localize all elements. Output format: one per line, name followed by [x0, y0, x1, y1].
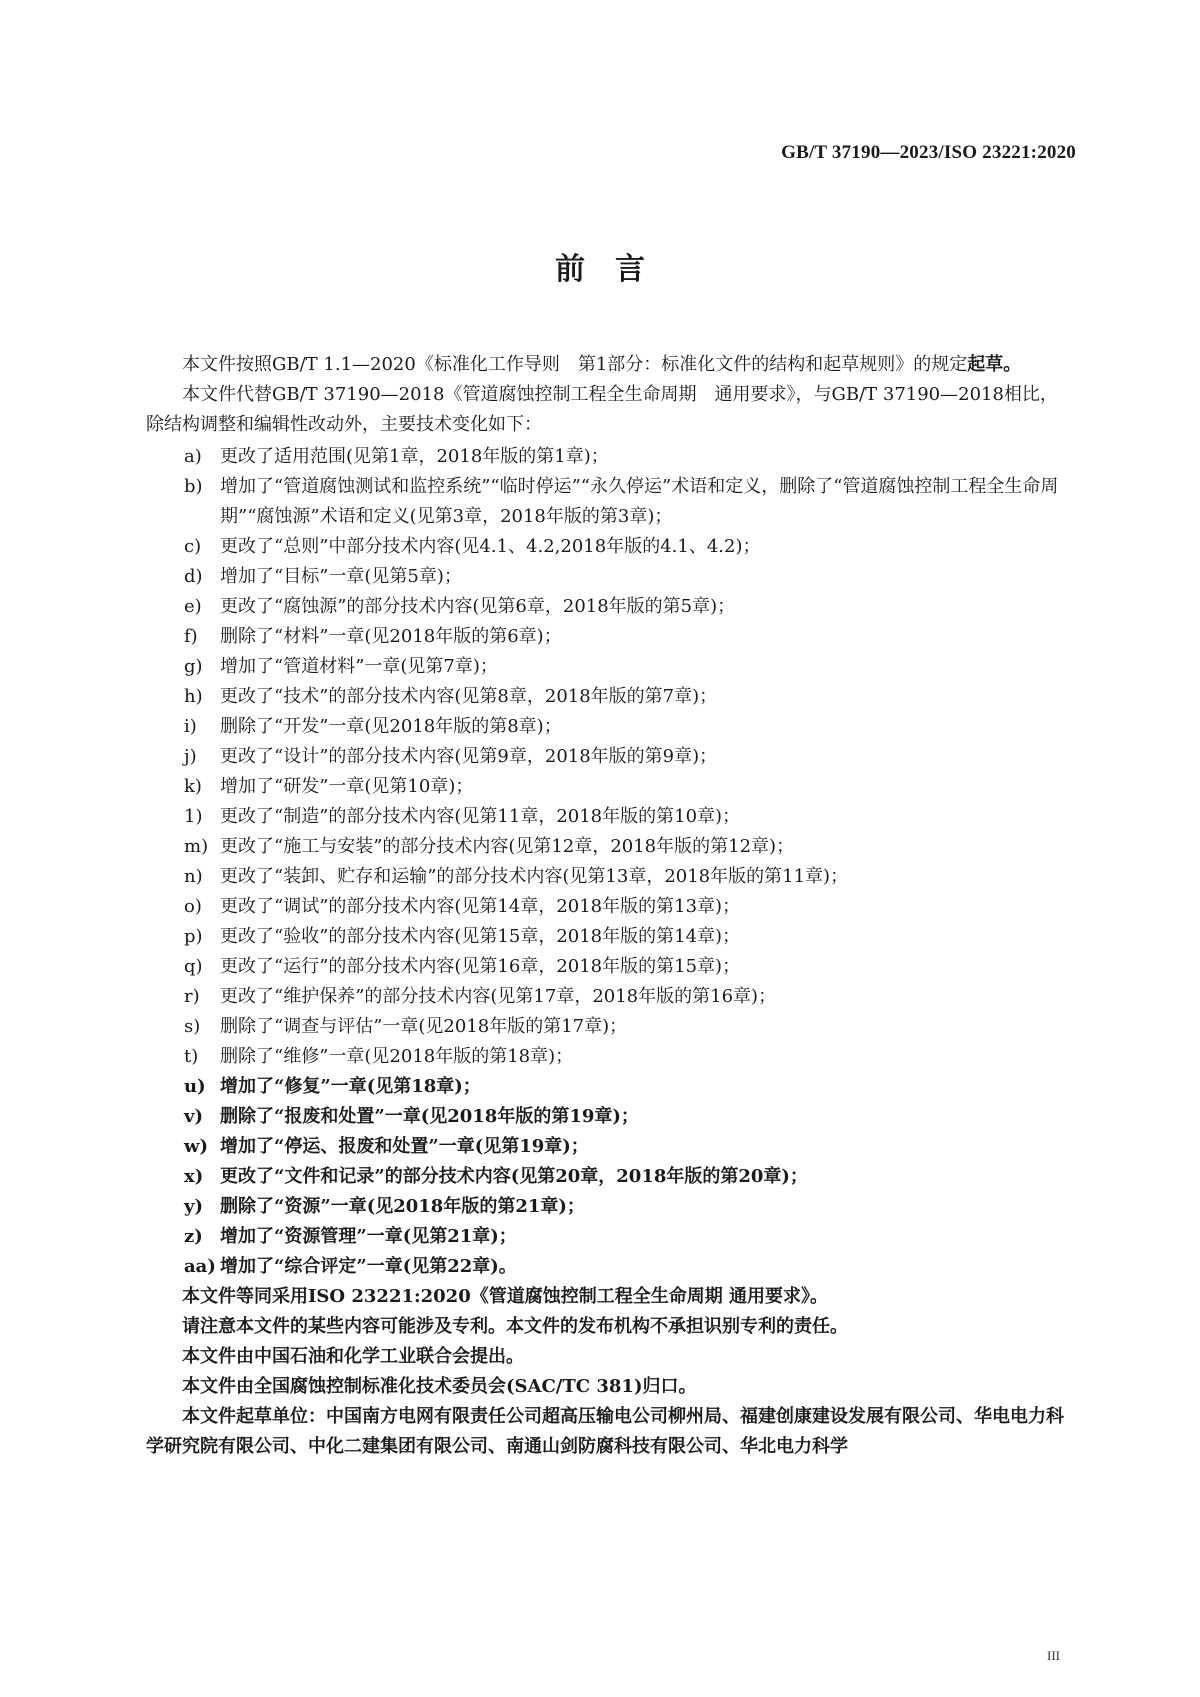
list-item — [184, 592, 1074, 622]
list-item — [184, 1162, 1074, 1192]
paragraph-patent-notice: 请注意本文件的某些内容可能涉及专利。本文件的发布机构不承担识别专利的责任。 — [182, 1316, 848, 1337]
list-item — [184, 772, 1074, 802]
list-item-text: 增加了“研发”一章(见第10章)； — [220, 776, 474, 797]
list-item-marker: aa) — [184, 1256, 216, 1277]
changes-list — [146, 442, 1074, 1282]
list-item — [184, 1042, 1074, 1072]
standard-code: GB/T 37190—2023/ISO 23221:2020 — [781, 142, 1076, 163]
list-item-text: 更改了“文件和记录”的部分技术内容(见第20章，2018年版的第20章)； — [220, 1166, 808, 1187]
list-item-text: 更改了“制造”的部分技术内容(见第11章，2018年版的第10章)； — [220, 806, 741, 827]
list-item-text: 更改了“施工与安装”的部分技术内容(见第12章，2018年版的第12章)； — [220, 836, 795, 857]
list-item-marker: u) — [184, 1076, 206, 1097]
paragraph-proposer: 本文件由中国石油和化学工业联合会提出。 — [182, 1346, 524, 1367]
list-item-text: 更改了“设计”的部分技术内容(见第9章，2018年版的第9章)； — [220, 746, 718, 767]
list-item-text: 增加了“停运、报废和处置”一章(见第19章)； — [220, 1136, 589, 1157]
list-item-text: 更改了“装卸、贮存和运输”的部分技术内容(见第13章，2018年版的第11章)； — [220, 866, 849, 887]
list-item — [184, 802, 1074, 832]
list-item — [184, 1132, 1074, 1162]
list-item — [184, 472, 1074, 532]
list-item-marker: e) — [184, 596, 202, 617]
list-item-text: 更改了“技术”的部分技术内容(见第8章，2018年版的第7章)； — [220, 686, 718, 707]
list-item — [184, 1192, 1074, 1222]
paragraph-text-end: 起草。 — [967, 354, 1022, 375]
list-item — [184, 982, 1074, 1012]
list-item-text: 删除了“报废和处置”一章(见2018年版的第19章)； — [220, 1106, 639, 1127]
list-item-text: 更改了适用范围(见第1章，2018年版的第1章)； — [220, 446, 609, 467]
list-item-text: 更改了“运行”的部分技术内容(见第16章，2018年版的第15章)； — [220, 956, 741, 977]
list-item-text: 更改了“总则”中部分技术内容(见4.1、4.2,2018年版的4.1、4.2)； — [220, 536, 761, 557]
list-item-text: 增加了“修复”一章(见第18章)； — [220, 1076, 481, 1097]
list-item-text: 增加了“目标”一章(见第5章)； — [220, 566, 462, 587]
list-item — [184, 1252, 1074, 1282]
list-item-marker: o) — [184, 896, 202, 917]
list-item-marker: g) — [184, 656, 203, 677]
list-item-marker: 1) — [184, 806, 203, 827]
list-item — [184, 952, 1074, 982]
list-item — [184, 652, 1074, 682]
list-item-marker: q) — [184, 956, 203, 977]
list-item — [184, 862, 1074, 892]
list-item — [184, 1012, 1074, 1042]
list-item-text: 更改了“验收”的部分技术内容(见第15章，2018年版的第14章)； — [220, 926, 741, 947]
list-item — [184, 622, 1074, 652]
list-item-marker: j) — [184, 746, 197, 767]
list-item-marker: n) — [184, 866, 203, 887]
list-item — [184, 1072, 1074, 1102]
list-item — [184, 532, 1074, 562]
paragraph-committee: 本文件由全国腐蚀控制标准化技术委员会(SAC/TC 381)归口。 — [182, 1376, 697, 1397]
list-item-text: 更改了“维护保养”的部分技术内容(见第17章，2018年版的第16章)； — [220, 986, 777, 1007]
list-item — [184, 562, 1074, 592]
list-item-text: 删除了“维修”一章(见2018年版的第18章)； — [220, 1046, 574, 1067]
page-title: 前 言 — [555, 252, 645, 287]
list-item-text: 更改了“调试”的部分技术内容(见第14章，2018年版的第13章)； — [220, 896, 741, 917]
list-item-text: 删除了“资源”一章(见2018年版的第21章)； — [220, 1196, 585, 1217]
document-body — [146, 350, 1074, 1462]
list-item-marker: r) — [184, 986, 200, 1007]
list-item-text: 删除了“材料”一章(见2018年版的第6章)； — [220, 626, 562, 647]
list-item-marker: z) — [184, 1226, 203, 1247]
list-item-marker: b) — [184, 476, 203, 497]
list-item-marker: a) — [184, 446, 202, 467]
list-item-marker: m) — [184, 836, 209, 857]
page-number: III — [1047, 1648, 1060, 1663]
list-item-marker: p) — [184, 926, 203, 947]
paragraph-replaces: 本文件代替GB/T 37190—2018《管道腐蚀控制工程全生命周期 通用要求》，与GB/T 37190—2018相比，除结构调整和编辑性改动外，主要技术变化如下： — [146, 384, 1058, 435]
paragraph-text: 本文件按照GB/T 1.1—2020《标准化工作导则 第1部分：标准化文件的结构和起草规则》的规定 — [182, 354, 968, 375]
list-item-marker: t) — [184, 1046, 199, 1067]
paragraph-drafting-units: 本文件起草单位：中国南方电网有限责任公司超高压输电公司柳州局、福建创康建设发展有限公司、华电电力科学研究院有限公司、中化二建集团有限公司、南通山剑防腐科技有限公司、华北电力科学 — [146, 1406, 1064, 1457]
list-item-text: 删除了“开发”一章(见2018年版的第8章)； — [220, 716, 562, 737]
list-item — [184, 1222, 1074, 1252]
list-item-text: 更改了“腐蚀源”的部分技术内容(见第6章，2018年版的第5章)； — [220, 596, 736, 617]
list-item-text: 增加了“管道腐蚀测试和监控系统”“临时停运”“永久停运”术语和定义，删除了“管道腐蚀控制工程全生命周期”“腐蚀源”术语和定义(见第3章，2018年版的第3章)； — [220, 476, 1059, 527]
paragraph-drafting-rules — [146, 350, 1074, 380]
list-item — [184, 922, 1074, 952]
list-item-text: 增加了“资源管理”一章(见第21章)； — [220, 1226, 517, 1247]
list-item — [184, 712, 1074, 742]
list-item-marker: d) — [184, 566, 203, 587]
list-item-marker: c) — [184, 536, 202, 557]
paragraph-adoption: 本文件等同采用ISO 23221:2020《管道腐蚀控制工程全生命周期 通用要求》。 — [182, 1286, 828, 1307]
list-item — [184, 832, 1074, 862]
list-item-marker: h) — [184, 686, 203, 707]
list-item — [184, 892, 1074, 922]
list-item-text: 增加了“综合评定”一章(见第22章)。 — [220, 1256, 517, 1277]
list-item — [184, 682, 1074, 712]
list-item-marker: i) — [184, 716, 197, 737]
list-item-marker: v) — [184, 1106, 203, 1127]
list-item-marker: k) — [184, 776, 202, 797]
list-item-text: 删除了“调查与评估”一章(见2018年版的第17章)； — [220, 1016, 628, 1037]
list-item — [184, 442, 1074, 472]
list-item — [184, 1102, 1074, 1132]
list-item-marker: x) — [184, 1166, 204, 1187]
list-item-marker: f) — [184, 626, 198, 647]
list-item-marker: y) — [184, 1196, 203, 1217]
list-item-text: 增加了“管道材料”一章(见第7章)； — [220, 656, 498, 677]
list-item-marker: w) — [184, 1136, 209, 1157]
list-item — [184, 742, 1074, 772]
list-item-marker: s) — [184, 1016, 201, 1037]
